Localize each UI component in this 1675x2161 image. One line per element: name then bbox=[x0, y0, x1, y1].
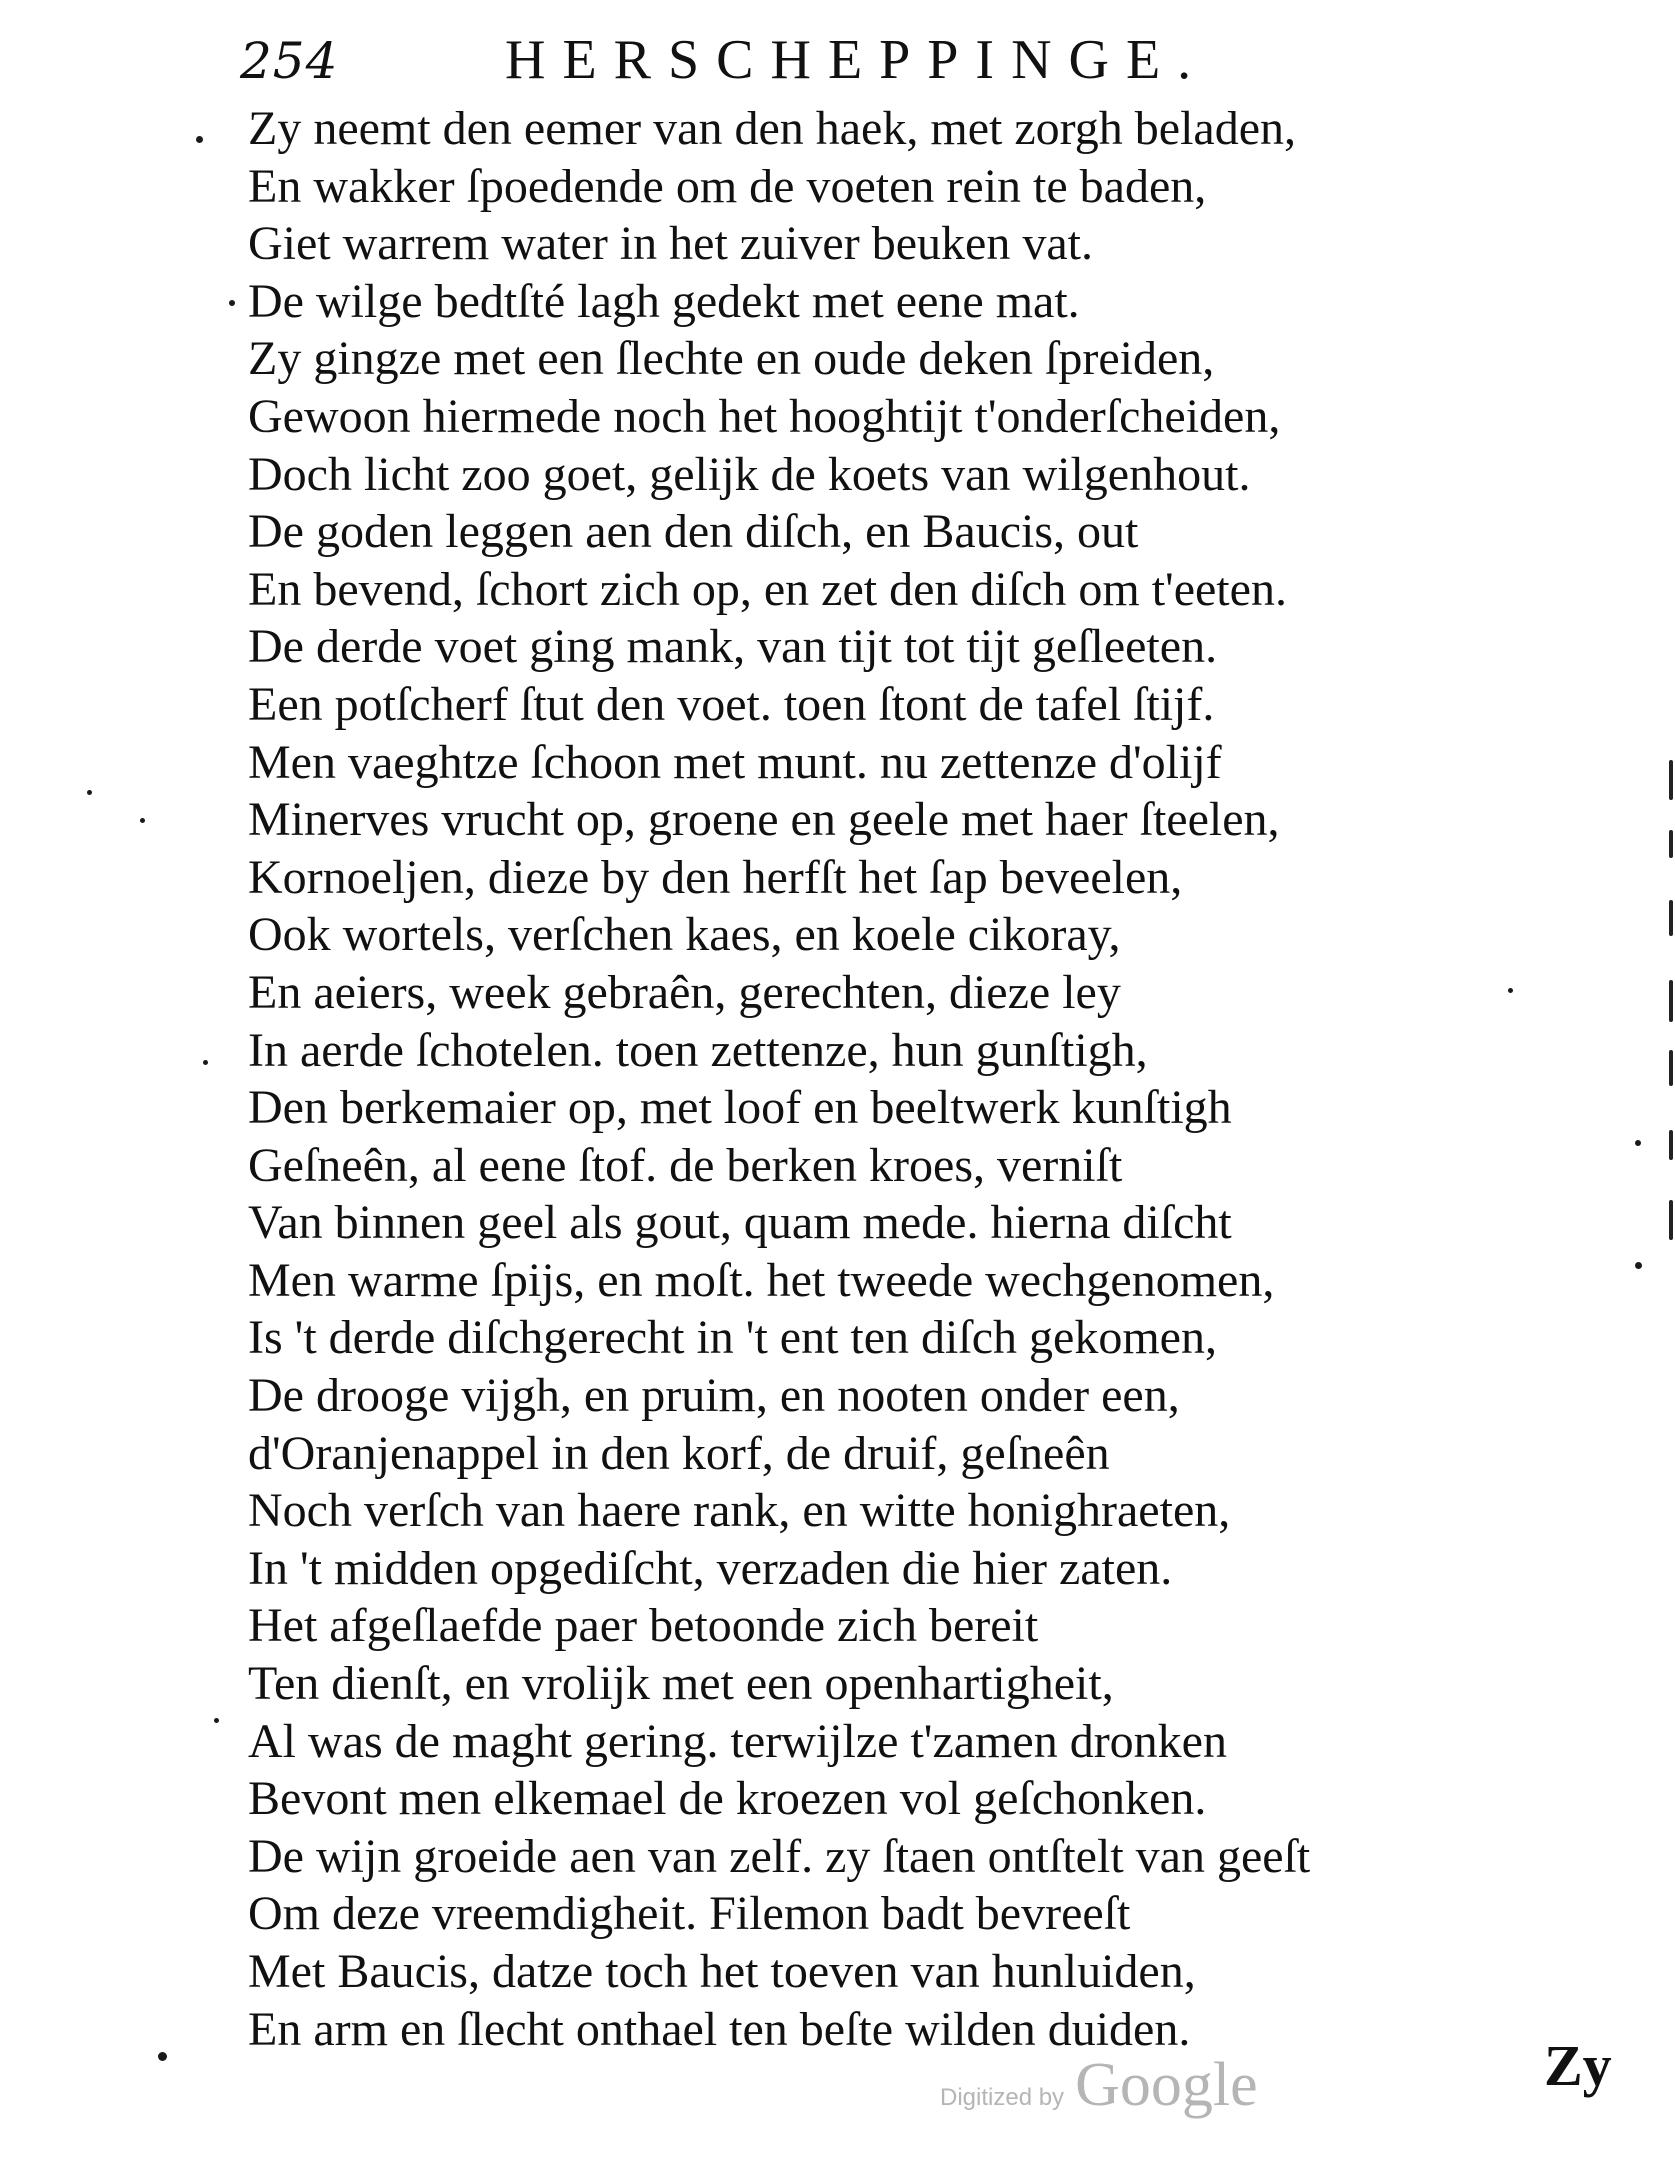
verse-line: Ten dienſt, en vrolijk met een openhartigheit, bbox=[248, 1657, 1114, 1711]
verse-line: De derde voet ging mank, van tijt tot tijt geſleeten. bbox=[248, 620, 1218, 674]
google-logo: Google bbox=[1075, 2051, 1258, 2119]
verse-line: Zy neemt den eemer van den haek, met zorgh beladen, bbox=[248, 102, 1297, 155]
verse-line: Een potſcherf ſtut den voet. toen ſtont de tafel ſtijf. bbox=[248, 677, 1215, 731]
verse-line: De wilge bedtſté lagh gedekt met eene mat. bbox=[248, 274, 1080, 328]
verse-line: Gewoon hiermede noch het hooghtijt t'onderſcheiden, bbox=[248, 389, 1281, 443]
verse-line: In 't midden opgediſcht, verzaden die hier zaten. bbox=[248, 1541, 1173, 1595]
verse-line: Is 't derde diſchgerecht in 't ent ten diſch gekomen, bbox=[248, 1311, 1217, 1365]
verse-line: De goden leggen aen den diſch, en Baucis, out bbox=[248, 505, 1139, 559]
verse-line: Al was de maght gering. terwijlze t'zamen dronken bbox=[248, 1714, 1227, 1768]
verse-line: Kornoeljen, dieze by den herfſt het ſap beveelen, bbox=[248, 850, 1183, 904]
verse-line: En bevend, ſchort zich op, en zet den diſch om t'eeten. bbox=[248, 562, 1287, 616]
verse-line: Bevont men elkemael de kroezen vol geſchonken. bbox=[248, 1772, 1207, 1826]
facing-page-bleed bbox=[1653, 740, 1675, 1260]
ink-speck bbox=[203, 1060, 208, 1065]
ink-speck bbox=[214, 1718, 219, 1723]
digitized-watermark bbox=[940, 2050, 1258, 2120]
ink-speck bbox=[229, 300, 235, 306]
verse-line: De wijn groeide aen van zelf. zy ſtaen ontſtelt van geeſt bbox=[248, 1829, 1311, 1883]
verse-line: Giet warrem water in het zuiver beuken vat. bbox=[248, 217, 1093, 271]
verse-line: Met Baucis, datze toch het toeven van hunluiden, bbox=[248, 1945, 1196, 1998]
ink-speck bbox=[87, 790, 92, 795]
verse-line: Van binnen geel als gout, quam mede. hierna diſcht bbox=[248, 1196, 1232, 1250]
page-number: 254 bbox=[240, 32, 339, 90]
ink-speck bbox=[1508, 988, 1513, 993]
ink-speck bbox=[196, 136, 203, 143]
verse-line: Om deze vreemdigheit. Filemon badt bevreeſt bbox=[248, 1887, 1131, 1941]
verse-line: Het afgeſlaefde paer betoonde zich bereit bbox=[248, 1599, 1039, 1653]
verse-line: En arm en ſlecht onthael ten beſte wilden duiden. bbox=[248, 2002, 1191, 2056]
digitized-label: Digitized by bbox=[940, 2084, 1065, 2111]
verse-line: En wakker ſpoedende om de voeten rein te baden, bbox=[248, 159, 1207, 213]
page-header bbox=[240, 28, 1400, 98]
verse-line: In aerde ſchotelen. toen zettenze, hun gunſtigh, bbox=[248, 1023, 1148, 1077]
verse-line: Noch verſch van haere rank, en witte honighraeten, bbox=[248, 1484, 1231, 1538]
ink-speck bbox=[1635, 1140, 1641, 1146]
verse-line: En aeiers, week gebraên, gerechten, dieze ley bbox=[248, 965, 1121, 1019]
ink-speck bbox=[1635, 1262, 1642, 1269]
verse-text bbox=[248, 100, 1608, 2058]
verse-line: Den berkemaier op, met loof en beeltwerk kunſtigh bbox=[248, 1081, 1232, 1135]
verse-line: Minerves vrucht op, groene en geele met haer ſteelen, bbox=[248, 793, 1280, 847]
ink-speck bbox=[140, 818, 145, 823]
verse-line: d'Oranjenappel in den korf, de druif, geſneên bbox=[248, 1426, 1110, 1480]
verse-line: Zy gingze met een ſlechte en oude deken ſpreiden, bbox=[248, 332, 1215, 386]
verse-line: Ook wortels, verſchen kaes, en koele cikoray, bbox=[248, 908, 1121, 962]
verse-line: Men warme ſpijs, en moſt. het tweede wechgenomen, bbox=[248, 1253, 1275, 1307]
running-head: HERSCHEPPINGE. bbox=[505, 29, 1209, 91]
catchword: Zy bbox=[1544, 2033, 1612, 2098]
verse-line: De drooge vijgh, en pruim, en nooten onder een, bbox=[248, 1369, 1180, 1423]
verse-line: Men vaeghtze ſchoon met munt. nu zettenze d'olijf bbox=[248, 735, 1222, 789]
ink-speck bbox=[158, 2052, 167, 2061]
verse-line: Doch licht zoo goet, gelijk de koets van wilgenhout. bbox=[248, 447, 1251, 501]
verse-line: Geſneên, al eene ſtof. de berken kroes, verniſt bbox=[248, 1138, 1123, 1192]
